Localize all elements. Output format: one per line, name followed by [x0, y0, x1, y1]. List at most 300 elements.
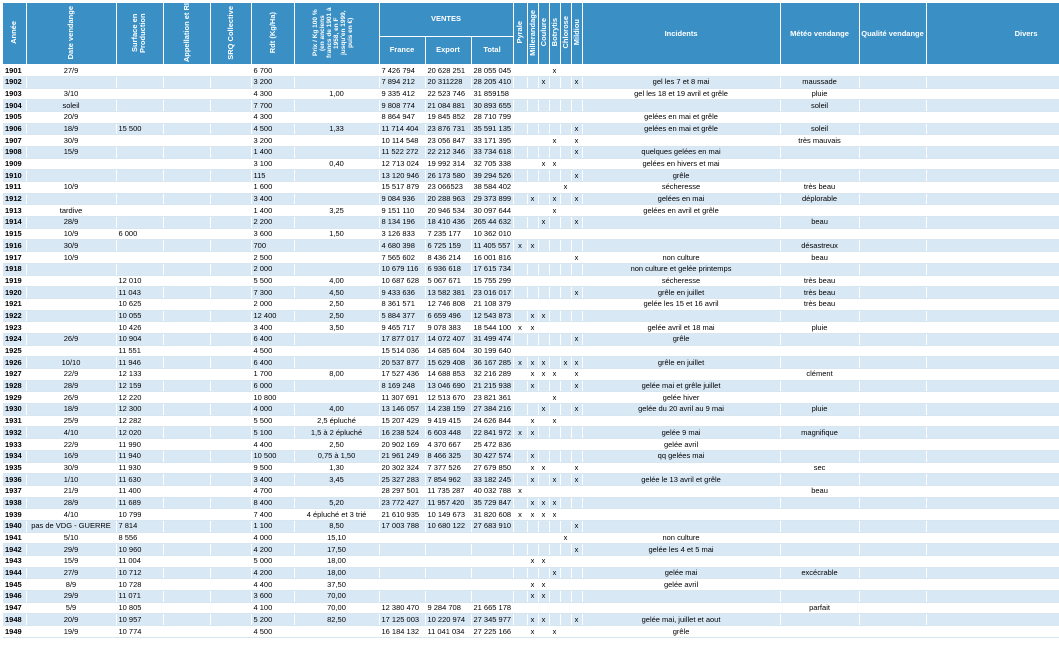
table-row: [3, 450, 1059, 462]
cell-surface: [116, 111, 163, 123]
cell-divers: [926, 380, 1059, 392]
cell-rdt: 700: [251, 240, 294, 252]
cell-coulure: x: [538, 614, 549, 626]
cell-date-vendange: 27/9: [26, 65, 116, 77]
cell-millerandage: [527, 263, 538, 275]
cell-export: 6 659 496: [425, 310, 471, 322]
cell-export: 7 377 526: [425, 462, 471, 474]
cell-meteo: [780, 520, 859, 532]
cell-botrytis: [549, 217, 560, 229]
cell-coulure: [538, 427, 549, 439]
cell-coulure: [538, 193, 549, 205]
cell-millerandage: [527, 520, 538, 532]
cell-appellation: [163, 462, 210, 474]
cell-pyrale: x: [513, 322, 527, 334]
cell-millerandage: x: [527, 357, 538, 369]
cell-divers: [926, 275, 1059, 287]
table-row: [3, 217, 1059, 229]
cell-millerandage: [527, 76, 538, 88]
cell-botrytis: [549, 520, 560, 532]
cell-annee: 1947: [3, 602, 26, 614]
cell-qualite: [859, 322, 926, 334]
cell-mildiou: [571, 275, 582, 287]
cell-prix: 70,00: [294, 602, 379, 614]
header-rdt: Rdt (Kg/Ha): [251, 3, 294, 65]
cell-rdt: 1 700: [251, 369, 294, 381]
cell-coulure: x: [538, 310, 549, 322]
cell-annee: 1944: [3, 567, 26, 579]
cell-surface: [116, 263, 163, 275]
cell-france: 21 610 935: [379, 509, 425, 521]
cell-botrytis: [549, 357, 560, 369]
table-row: [3, 65, 1059, 77]
cell-appellation: [163, 509, 210, 521]
cell-divers: [926, 182, 1059, 194]
cell-rdt: 2 200: [251, 217, 294, 229]
cell-coulure: x: [538, 591, 549, 603]
cell-annee: 1945: [3, 579, 26, 591]
cell-france: 15 207 429: [379, 415, 425, 427]
cell-pyrale: [513, 439, 527, 451]
cell-france: 7 426 794: [379, 65, 425, 77]
cell-botrytis: [549, 614, 560, 626]
cell-annee: 1923: [3, 322, 26, 334]
cell-divers: [926, 333, 1059, 345]
cell-mildiou: [571, 439, 582, 451]
cell-export: 12 746 808: [425, 298, 471, 310]
cell-srq: [210, 345, 251, 357]
cell-date-vendange: [26, 263, 116, 275]
cell-total: 22 841 972: [471, 427, 513, 439]
cell-rdt: 3 400: [251, 322, 294, 334]
cell-rdt: 6 400: [251, 357, 294, 369]
cell-mildiou: x: [571, 252, 582, 264]
cell-pyrale: [513, 591, 527, 603]
table-row: [3, 427, 1059, 439]
cell-qualite: [859, 100, 926, 112]
header-export: Export: [425, 36, 471, 64]
cell-chlorose: [560, 591, 571, 603]
cell-botrytis: [549, 88, 560, 100]
cell-meteo: [780, 614, 859, 626]
cell-chlorose: [560, 392, 571, 404]
cell-annee: 1920: [3, 287, 26, 299]
cell-rdt: 1 600: [251, 182, 294, 194]
cell-appellation: [163, 520, 210, 532]
cell-qualite: [859, 392, 926, 404]
cell-appellation: [163, 100, 210, 112]
cell-meteo: [780, 509, 859, 521]
cell-france: 23 772 427: [379, 497, 425, 509]
cell-annee: 1933: [3, 439, 26, 451]
cell-qualite: [859, 544, 926, 556]
cell-srq: [210, 497, 251, 509]
cell-france: 4 680 398: [379, 240, 425, 252]
cell-total: 28 205 410: [471, 76, 513, 88]
cell-annee: 1906: [3, 123, 26, 135]
cell-mildiou: x: [571, 462, 582, 474]
table-row: [3, 205, 1059, 217]
cell-mildiou: [571, 228, 582, 240]
cell-mildiou: [571, 240, 582, 252]
cell-qualite: [859, 158, 926, 170]
cell-mildiou: [571, 497, 582, 509]
cell-export: 23 056 847: [425, 135, 471, 147]
cell-pyrale: [513, 556, 527, 568]
cell-rdt: 5 500: [251, 415, 294, 427]
cell-rdt: 4 300: [251, 88, 294, 100]
cell-france: 21 961 249: [379, 450, 425, 462]
cell-meteo: très beau: [780, 287, 859, 299]
cell-france: 25 327 283: [379, 474, 425, 486]
table-row: [3, 333, 1059, 345]
cell-qualite: [859, 88, 926, 100]
cell-total: 40 032 788: [471, 485, 513, 497]
cell-meteo: excécrable: [780, 567, 859, 579]
cell-mildiou: x: [571, 474, 582, 486]
cell-annee: 1921: [3, 298, 26, 310]
cell-prix: [294, 76, 379, 88]
cell-pyrale: x: [513, 240, 527, 252]
cell-pyrale: [513, 614, 527, 626]
cell-incidents: quelques gelées en mai: [582, 146, 780, 158]
cell-france: 9 808 774: [379, 100, 425, 112]
cell-qualite: [859, 205, 926, 217]
cell-meteo: [780, 579, 859, 591]
cell-date-vendange: 5/9: [26, 602, 116, 614]
cell-pyrale: [513, 65, 527, 77]
cell-divers: [926, 427, 1059, 439]
cell-surface: 6 000: [116, 228, 163, 240]
cell-prix: 8,00: [294, 369, 379, 381]
cell-botrytis: [549, 252, 560, 264]
cell-appellation: [163, 228, 210, 240]
cell-france: 16 238 524: [379, 427, 425, 439]
cell-prix: 70,00: [294, 591, 379, 603]
cell-surface: 11 930: [116, 462, 163, 474]
cell-pyrale: x: [513, 357, 527, 369]
cell-rdt: 7 300: [251, 287, 294, 299]
cell-divers: [926, 240, 1059, 252]
cell-botrytis: [549, 287, 560, 299]
header-mildiou: Mildiou: [571, 3, 582, 65]
cell-mildiou: [571, 602, 582, 614]
header-qualite: Qualité vendange: [859, 3, 926, 65]
header-divers: Divers: [926, 3, 1059, 65]
cell-pyrale: [513, 100, 527, 112]
cell-total: 12 543 873: [471, 310, 513, 322]
cell-surface: 12 020: [116, 427, 163, 439]
table-row: [3, 158, 1059, 170]
cell-date-vendange: 28/9: [26, 217, 116, 229]
cell-total: 21 108 379: [471, 298, 513, 310]
cell-coulure: [538, 345, 549, 357]
cell-divers: [926, 217, 1059, 229]
cell-mildiou: [571, 392, 582, 404]
cell-mildiou: x: [571, 76, 582, 88]
cell-divers: [926, 626, 1059, 638]
cell-date-vendange: 25/9: [26, 415, 116, 427]
cell-surface: [116, 182, 163, 194]
cell-prix: 2,50: [294, 310, 379, 322]
cell-millerandage: [527, 485, 538, 497]
cell-coulure: x: [538, 404, 549, 416]
cell-surface: [116, 146, 163, 158]
cell-meteo: très beau: [780, 275, 859, 287]
cell-pyrale: [513, 415, 527, 427]
cell-france: 5 884 377: [379, 310, 425, 322]
cell-total: 21 665 178: [471, 602, 513, 614]
cell-mildiou: x: [571, 380, 582, 392]
cell-annee: 1924: [3, 333, 26, 345]
cell-prix: [294, 333, 379, 345]
cell-france: 17 003 788: [379, 520, 425, 532]
cell-chlorose: [560, 333, 571, 345]
header-incidents: Incidents: [582, 3, 780, 65]
cell-divers: [926, 439, 1059, 451]
cell-date-vendange: 29/9: [26, 544, 116, 556]
cell-millerandage: x: [527, 462, 538, 474]
cell-divers: [926, 123, 1059, 135]
cell-meteo: pluie: [780, 322, 859, 334]
cell-date-vendange: [26, 345, 116, 357]
cell-appellation: [163, 158, 210, 170]
cell-total: 24 626 844: [471, 415, 513, 427]
cell-appellation: [163, 591, 210, 603]
cell-export: 5 067 671: [425, 275, 471, 287]
cell-prix: [294, 626, 379, 638]
cell-rdt: 3 400: [251, 474, 294, 486]
cell-srq: [210, 111, 251, 123]
cell-surface: [116, 240, 163, 252]
cell-annee: 1930: [3, 404, 26, 416]
cell-meteo: pluie: [780, 404, 859, 416]
cell-mildiou: x: [571, 369, 582, 381]
cell-date-vendange: 18/9: [26, 123, 116, 135]
cell-millerandage: [527, 532, 538, 544]
cell-chlorose: [560, 205, 571, 217]
cell-total: 39 294 526: [471, 170, 513, 182]
cell-coulure: [538, 100, 549, 112]
cell-srq: [210, 404, 251, 416]
cell-export: 11 735 287: [425, 485, 471, 497]
cell-incidents: gelée avril: [582, 579, 780, 591]
cell-incidents: gelée les 15 et 16 avril: [582, 298, 780, 310]
cell-total: 35 591 135: [471, 123, 513, 135]
cell-pyrale: [513, 626, 527, 638]
cell-prix: [294, 65, 379, 77]
cell-meteo: [780, 158, 859, 170]
cell-meteo: [780, 357, 859, 369]
cell-srq: [210, 100, 251, 112]
cell-total: 23 821 361: [471, 392, 513, 404]
cell-france: 20 302 324: [379, 462, 425, 474]
cell-appellation: [163, 369, 210, 381]
cell-appellation: [163, 614, 210, 626]
cell-qualite: [859, 298, 926, 310]
cell-annee: 1927: [3, 369, 26, 381]
cell-rdt: 4 400: [251, 439, 294, 451]
cell-export: 14 072 407: [425, 333, 471, 345]
cell-coulure: [538, 626, 549, 638]
cell-meteo: [780, 205, 859, 217]
cell-botrytis: [549, 404, 560, 416]
cell-qualite: [859, 182, 926, 194]
cell-mildiou: [571, 556, 582, 568]
cell-annee: 1905: [3, 111, 26, 123]
cell-millerandage: [527, 333, 538, 345]
cell-appellation: [163, 392, 210, 404]
cell-divers: [926, 345, 1059, 357]
cell-divers: [926, 474, 1059, 486]
table-row: [3, 509, 1059, 521]
cell-qualite: [859, 380, 926, 392]
cell-qualite: [859, 146, 926, 158]
cell-pyrale: [513, 380, 527, 392]
cell-mildiou: [571, 263, 582, 275]
table-row: [3, 614, 1059, 626]
cell-srq: [210, 556, 251, 568]
cell-divers: [926, 263, 1059, 275]
table-row: [3, 287, 1059, 299]
cell-qualite: [859, 263, 926, 275]
cell-millerandage: x: [527, 614, 538, 626]
cell-srq: [210, 322, 251, 334]
cell-chlorose: [560, 439, 571, 451]
cell-millerandage: [527, 275, 538, 287]
cell-mildiou: x: [571, 135, 582, 147]
cell-incidents: non culture et gelée printemps: [582, 263, 780, 275]
cell-srq: [210, 392, 251, 404]
table-row: [3, 135, 1059, 147]
cell-appellation: [163, 287, 210, 299]
cell-prix: 37,50: [294, 579, 379, 591]
cell-divers: [926, 485, 1059, 497]
cell-incidents: grêle: [582, 626, 780, 638]
cell-incidents: [582, 415, 780, 427]
cell-chlorose: [560, 158, 571, 170]
header-france: France: [379, 36, 425, 64]
cell-surface: 11 400: [116, 485, 163, 497]
cell-srq: [210, 310, 251, 322]
cell-qualite: [859, 415, 926, 427]
cell-export: 19 845 852: [425, 111, 471, 123]
cell-mildiou: x: [571, 614, 582, 626]
cell-meteo: maussade: [780, 76, 859, 88]
cell-rdt: 9 500: [251, 462, 294, 474]
cell-annee: 1932: [3, 427, 26, 439]
cell-incidents: gelée avril: [582, 439, 780, 451]
cell-pyrale: [513, 404, 527, 416]
cell-millerandage: [527, 158, 538, 170]
cell-chlorose: [560, 111, 571, 123]
cell-total: 17 615 734: [471, 263, 513, 275]
cell-export: 6 725 159: [425, 240, 471, 252]
cell-surface: 12 133: [116, 369, 163, 381]
cell-france: 11 522 272: [379, 146, 425, 158]
cell-millerandage: x: [527, 579, 538, 591]
cell-millerandage: x: [527, 415, 538, 427]
cell-total: 18 544 100: [471, 322, 513, 334]
cell-qualite: [859, 228, 926, 240]
cell-prix: 0,75 à 1,50: [294, 450, 379, 462]
cell-incidents: [582, 228, 780, 240]
cell-divers: [926, 415, 1059, 427]
cell-divers: [926, 287, 1059, 299]
cell-qualite: [859, 369, 926, 381]
cell-mildiou: x: [571, 170, 582, 182]
cell-coulure: [538, 135, 549, 147]
cell-export: 26 173 580: [425, 170, 471, 182]
cell-coulure: [538, 474, 549, 486]
cell-prix: 0,40: [294, 158, 379, 170]
table-row: [3, 275, 1059, 287]
cell-millerandage: x: [527, 626, 538, 638]
cell-incidents: [582, 520, 780, 532]
cell-chlorose: [560, 100, 571, 112]
cell-date-vendange: 15/9: [26, 556, 116, 568]
cell-pyrale: x: [513, 509, 527, 521]
cell-chlorose: [560, 602, 571, 614]
cell-srq: [210, 567, 251, 579]
cell-export: 9 078 383: [425, 322, 471, 334]
table-row: [3, 263, 1059, 275]
header-prix: Prix / Kg 100 % (en anciens francs de 1901 à 1958, en F jusqu'en 1999, puis en €): [294, 3, 379, 65]
cell-qualite: [859, 497, 926, 509]
cell-meteo: [780, 439, 859, 451]
cell-appellation: [163, 193, 210, 205]
cell-prix: [294, 111, 379, 123]
cell-botrytis: [549, 310, 560, 322]
cell-appellation: [163, 345, 210, 357]
cell-total: 30 199 640: [471, 345, 513, 357]
cell-incidents: gelée du 20 avril au 9 mai: [582, 404, 780, 416]
cell-coulure: [538, 380, 549, 392]
cell-srq: [210, 369, 251, 381]
cell-millerandage: [527, 228, 538, 240]
cell-mildiou: [571, 65, 582, 77]
cell-millerandage: [527, 205, 538, 217]
cell-annee: 1901: [3, 65, 26, 77]
cell-date-vendange: [26, 193, 116, 205]
cell-rdt: 3 200: [251, 135, 294, 147]
cell-meteo: [780, 544, 859, 556]
cell-botrytis: x: [549, 205, 560, 217]
cell-millerandage: [527, 392, 538, 404]
cell-rdt: 4 400: [251, 579, 294, 591]
header-meteo: Météo vendange: [780, 3, 859, 65]
cell-date-vendange: 21/9: [26, 485, 116, 497]
cell-surface: 11 071: [116, 591, 163, 603]
cell-millerandage: [527, 567, 538, 579]
table-row: [3, 626, 1059, 638]
cell-annee: 1912: [3, 193, 26, 205]
cell-srq: [210, 544, 251, 556]
cell-incidents: qq gelées mai: [582, 450, 780, 462]
cell-meteo: [780, 228, 859, 240]
cell-france: 12 380 470: [379, 602, 425, 614]
cell-surface: [116, 158, 163, 170]
cell-srq: [210, 88, 251, 100]
table-row: [3, 76, 1059, 88]
cell-surface: 10 712: [116, 567, 163, 579]
cell-srq: [210, 275, 251, 287]
cell-prix: 15,10: [294, 532, 379, 544]
cell-botrytis: [549, 462, 560, 474]
cell-qualite: [859, 111, 926, 123]
cell-chlorose: [560, 614, 571, 626]
cell-incidents: gelée les 4 et 5 mai: [582, 544, 780, 556]
